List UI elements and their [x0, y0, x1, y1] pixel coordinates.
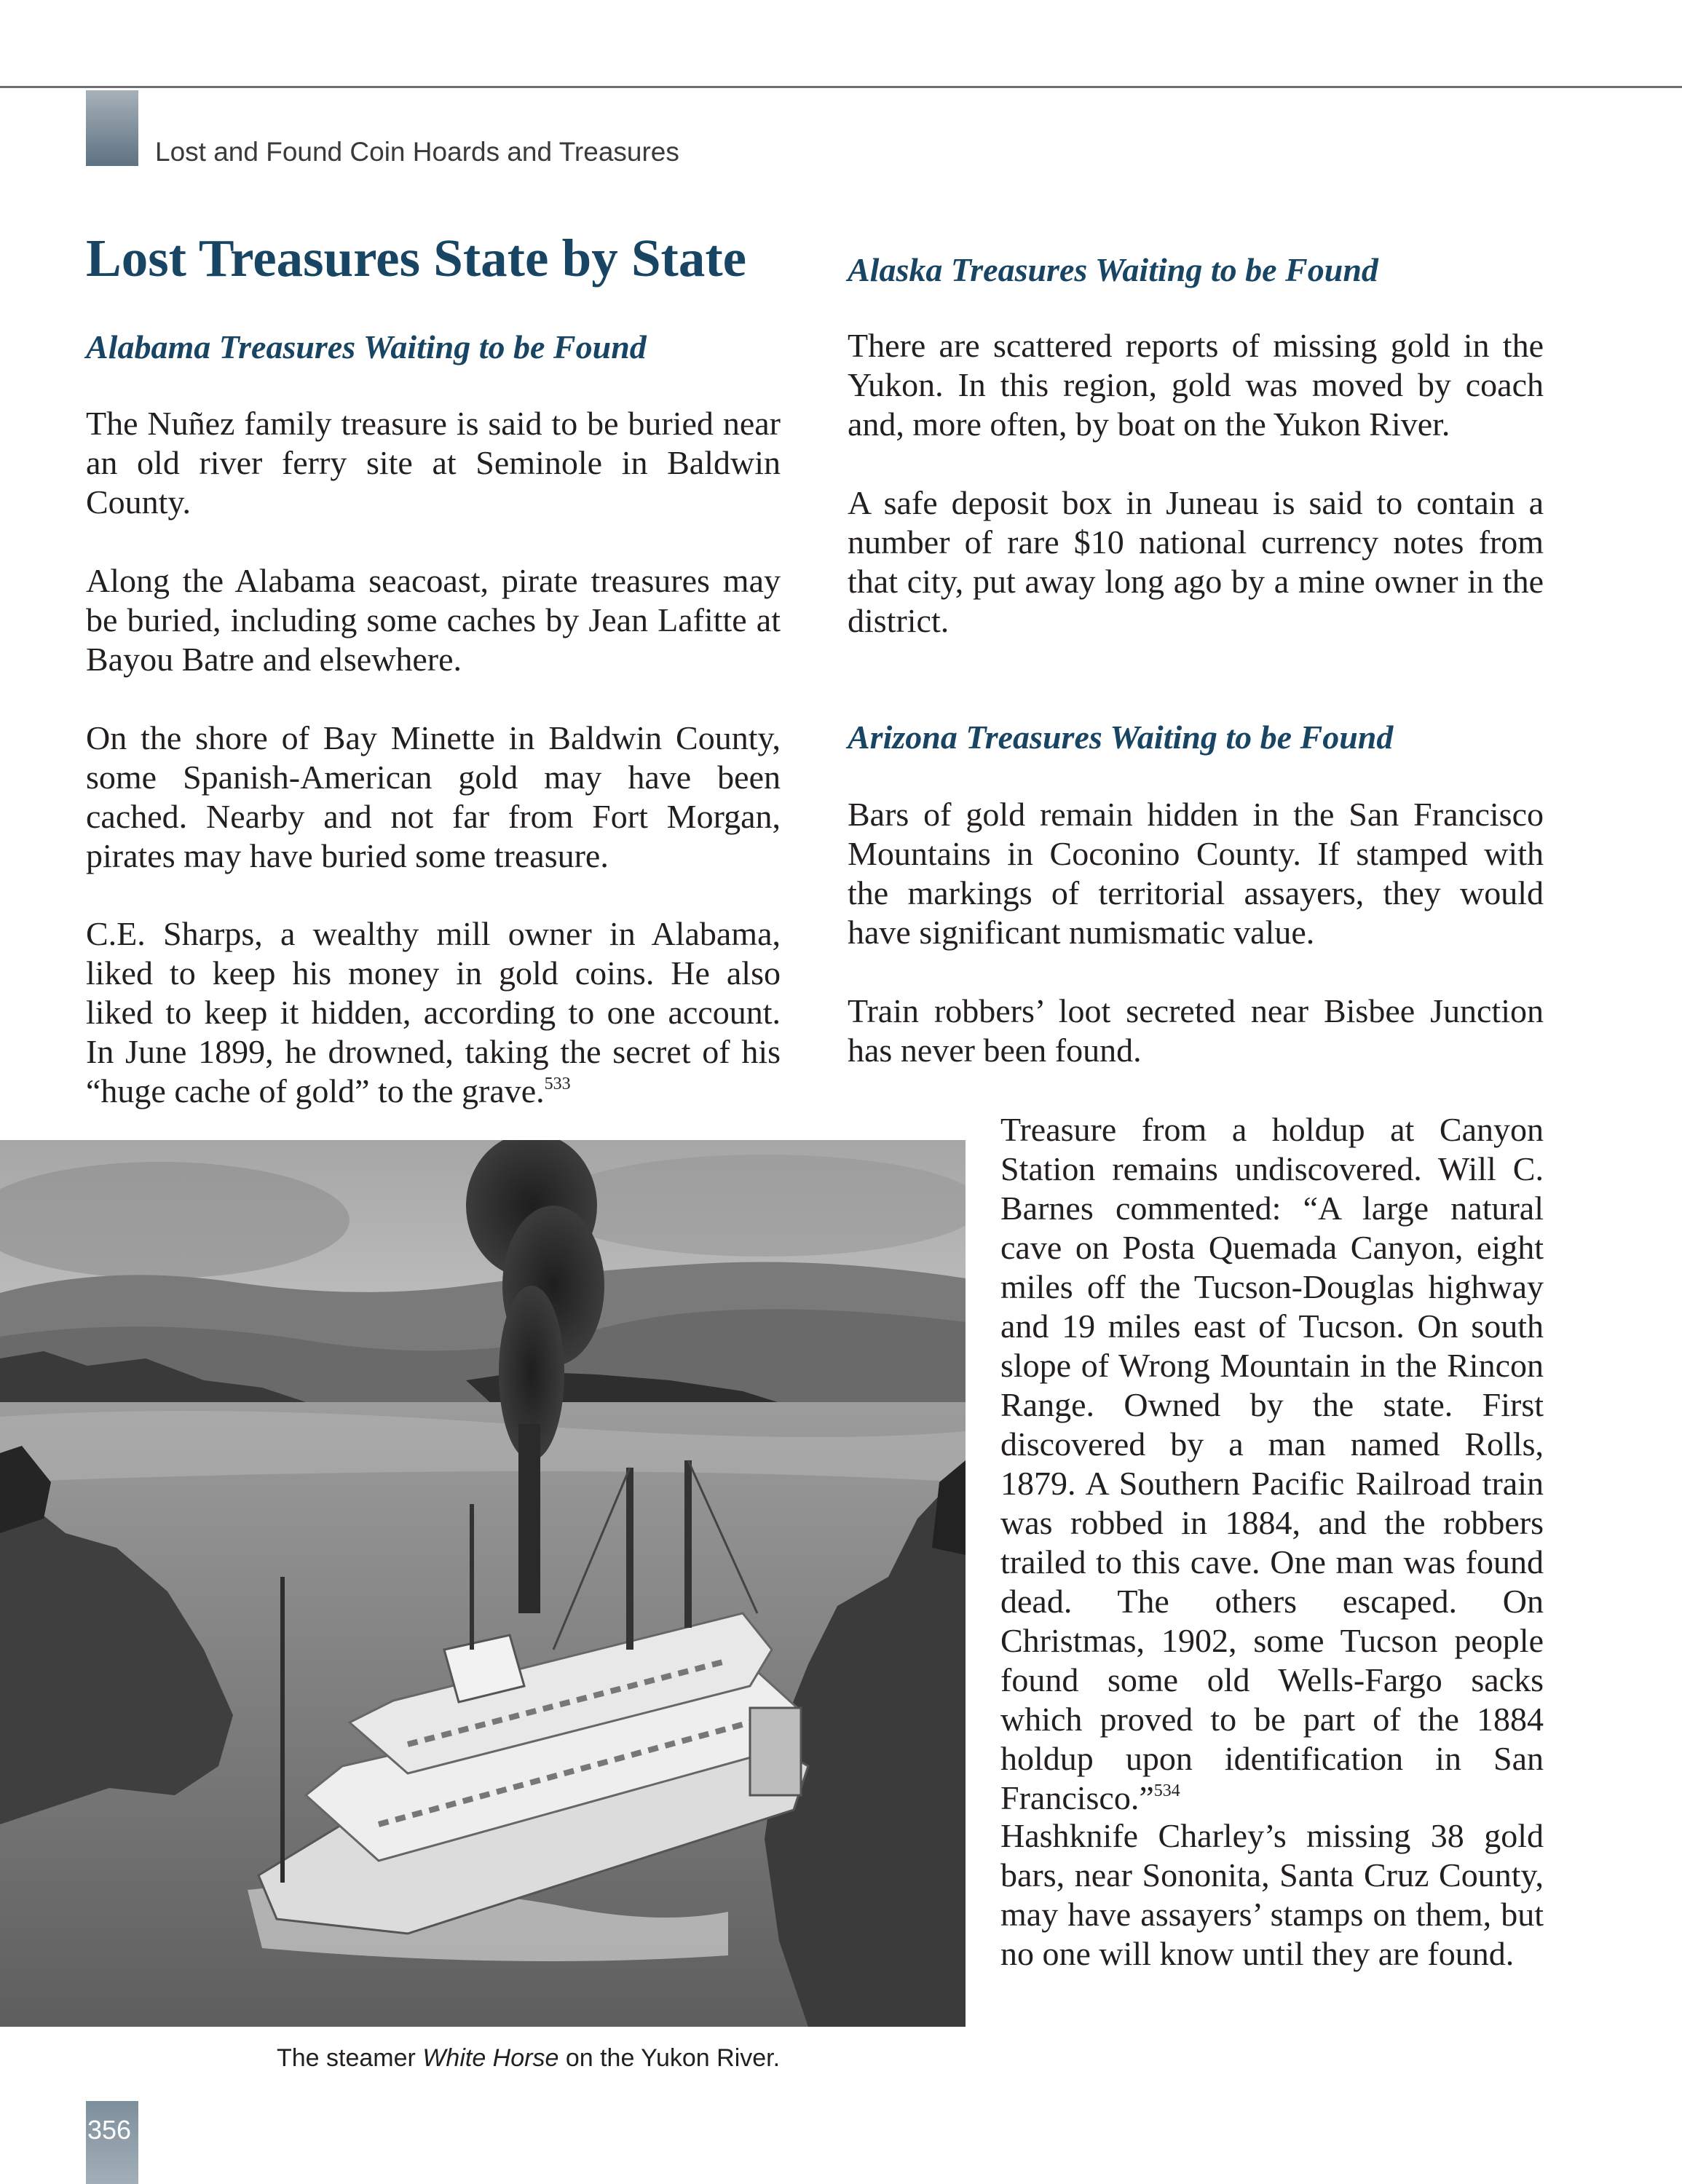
page-title: Lost Treasures State by State — [86, 229, 747, 288]
alaska-paragraph-1: There are scattered reports of missing gold in the Yukon. In this region, gold was moved by coach and, more often, by boat on the Yukon River. — [848, 327, 1544, 443]
alaska-paragraph-2: A safe deposit box in Juneau is said to contain a number of rare $10 national currency notes from that city, put away long ago by a mine owner in the district. — [848, 484, 1544, 639]
steamer-illustration — [0, 1140, 966, 2027]
arizona-paragraph-1: Bars of gold remain hidden in the San Francisco Mountains in Coconino County. If stamped with the markings of territorial assayers, they would have significant numismatic value. — [848, 796, 1544, 951]
steamer-photo — [0, 1140, 966, 2027]
arizona-heading: Arizona Treasures Waiting to be Found — [848, 719, 1394, 756]
alabama-paragraph-3: On the shore of Bay Minette in Baldwin County, some Spanish-American gold may have been cached. Nearby and not far from Fort Morgan, pirates may have buried some treasure. — [86, 719, 781, 874]
header-tab — [86, 90, 138, 166]
running-head: Lost and Found Coin Hoards and Treasures — [155, 137, 679, 167]
caption-steamer-name: White Horse — [422, 2044, 559, 2072]
arizona-paragraph-4: Hashknife Charley’s missing 38 gold bars, near Sononita, Santa Cruz County, may have assayers’ stamps on them, but no one will know until they are found. — [1000, 1817, 1544, 1972]
footnote-ref-534: 534 — [1153, 1781, 1180, 1800]
alabama-paragraph-1: The Nuñez family treasure is said to be buried near an old river ferry site at Seminole in Baldwin County. — [86, 405, 781, 521]
photo-caption — [277, 2046, 780, 2070]
page-number: 356 — [87, 2115, 132, 2145]
arizona-paragraph-2: Train robbers’ loot secreted near Bisbee Junction has never been found. — [848, 992, 1544, 1069]
arizona-paragraph-3-text: Treasure from a holdup at Canyon Station remains undiscovered. Will C. Barnes commented: “A large natural cave on Posta Quemada Canyon, eight miles off the Tucson-Douglas highway and 19 miles east of Tucson. On south slope of Wrong Mountain in the Rincon Range. Owned by the state. First discovered by a man named Rolls, 1879. A Southern Pacific Railroad train was robbed in 1884, and the robbers trailed to this cave. One man was found dead. The others escaped. On Christmas, 1902, some Tucson people found some old Wells-Fargo sacks which proved to be part of the 1884 holdup upon identification in San Francisco.” — [1000, 1111, 1544, 1816]
caption-suffix: on the Yukon River. — [558, 2044, 781, 2072]
arizona-paragraph-3 — [1000, 1110, 1544, 1818]
alabama-paragraph-4-text: C.E. Sharps, a wealthy mill owner in Alabama, liked to keep his money in gold coins. He also liked to keep it hidden, according to one account. In June 1899, he drowned, taking the secret of his “huge cache of gold” to the grave. — [86, 915, 781, 1109]
alabama-paragraph-2: Along the Alabama seacoast, pirate treasures may be buried, including some caches by Jean Lafitte at Bayou Batre and elsewhere. — [86, 562, 781, 678]
header-rule — [0, 86, 1682, 88]
alabama-paragraph-4 — [86, 914, 781, 1111]
alabama-heading: Alabama Treasures Waiting to be Found — [86, 328, 647, 365]
footnote-ref-533: 533 — [544, 1075, 571, 1093]
caption-prefix: The steamer — [277, 2044, 423, 2072]
alaska-heading: Alaska Treasures Waiting to be Found — [848, 251, 1378, 288]
